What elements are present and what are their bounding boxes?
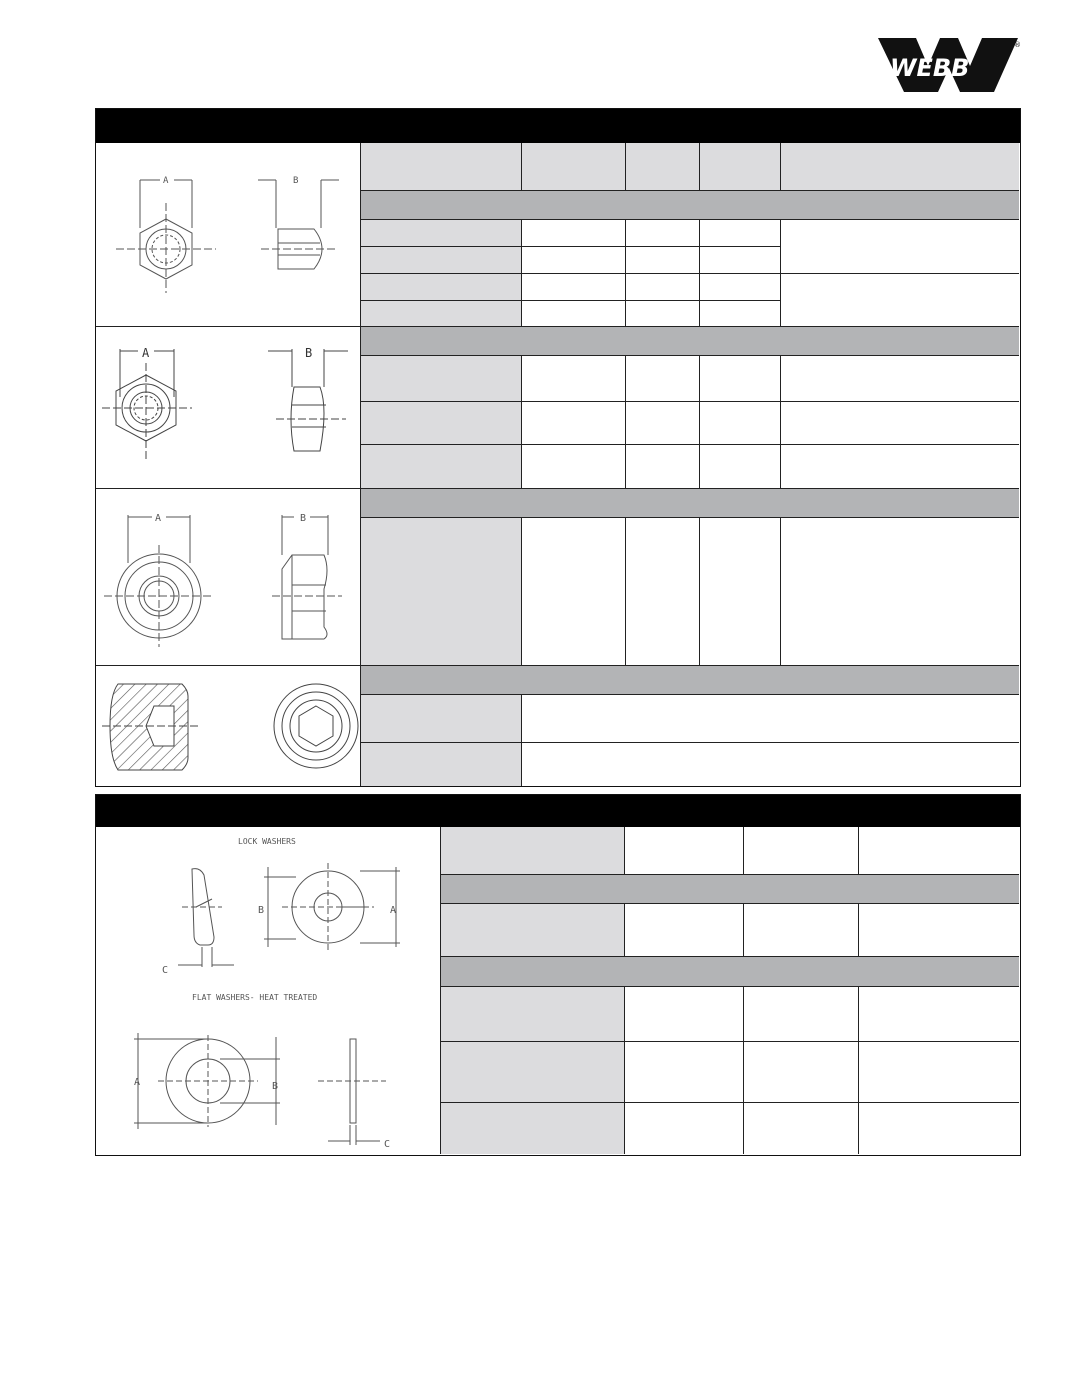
flange-nut-row-1-c3 (626, 518, 700, 666)
nuts-header-cell-4 (700, 143, 781, 191)
hex-nut-dim-a: A (142, 346, 150, 360)
lock-nut-row-3-c2 (522, 274, 626, 301)
flat-washers-row-2-c3 (744, 1042, 859, 1103)
hex-nut-row-3-c5 (781, 445, 1019, 489)
lock-nut-row-4-c2 (522, 301, 626, 327)
lock-washers-row-1-c2 (625, 904, 744, 957)
hex-nut-row-3-c4 (700, 445, 781, 489)
washers-section (95, 794, 1021, 1156)
flat-washer-dim-a: A (134, 1077, 141, 1088)
lock-washer-dim-c: C (162, 965, 169, 976)
hex-nut-row-1-c5 (781, 356, 1019, 402)
lock-nut-row-3-label (361, 274, 522, 301)
hex-nut-row-1-c4 (700, 356, 781, 402)
hex-nut-subheader (361, 327, 1019, 356)
lock-nut-row-2-label (361, 247, 522, 274)
flange-nut-dim-b: B (300, 513, 307, 524)
flat-washers-row-3-c3 (744, 1103, 859, 1154)
washers-header-c4 (859, 827, 1019, 875)
washers-drawing (96, 827, 441, 1154)
logo-text: WEBB (890, 54, 970, 82)
hex-nut-row-2-label (361, 402, 522, 445)
plug-subheader (361, 666, 1019, 695)
flat-washers-row-1-label (441, 987, 625, 1042)
flange-nut-row-1-c5 (781, 518, 1019, 666)
washers-header-c2 (625, 827, 744, 875)
hex-nut-row-1-c3 (626, 356, 700, 402)
hex-nut-row-1-c2 (522, 356, 626, 402)
hex-nut-row-3-label (361, 445, 522, 489)
lock-nut-dim-a: A (163, 176, 169, 186)
lock-nut-row-2-c3 (626, 247, 700, 274)
lock-nut-row-3-4-note (781, 274, 1019, 327)
lock-washers-subheader (441, 875, 1019, 904)
nuts-header-cell-5 (781, 143, 1019, 191)
hex-nut-row-2-c2 (522, 402, 626, 445)
washers-header-c3 (744, 827, 859, 875)
lock-nut-row-2-c4 (700, 247, 781, 274)
plug-row-2-value (522, 743, 1019, 786)
flange-nut-row-1-c2 (522, 518, 626, 666)
nuts-header-cell-1 (361, 143, 522, 191)
flange-nut-dim-a: A (155, 513, 162, 524)
nuts-header-cell-2 (522, 143, 626, 191)
flat-washers-row-2-c2 (625, 1042, 744, 1103)
flange-nut-subheader (361, 489, 1019, 518)
plug-row-2-label (361, 743, 522, 786)
hex-nut-row-3-c3 (626, 445, 700, 489)
webb-logo (876, 36, 1022, 94)
flat-washer-dim-b: B (272, 1081, 279, 1092)
flat-washers-row-1-c3 (744, 987, 859, 1042)
lock-nut-row-3-c3 (626, 274, 700, 301)
lock-washers-row-1-c4 (859, 904, 1019, 957)
lock-nut-drawing (96, 143, 361, 327)
registered-mark: ® (1014, 41, 1021, 49)
flat-washers-row-1-c4 (859, 987, 1019, 1042)
flat-washers-subheader (441, 957, 1019, 987)
plug-drawing (96, 666, 361, 786)
flat-washers-row-3-label (441, 1103, 625, 1154)
flat-washers-row-3-c2 (625, 1103, 744, 1154)
lock-washers-label: LOCK WASHERS (238, 837, 296, 846)
plug-row-1-value (522, 695, 1019, 743)
lock-washers-row-1-label (441, 904, 625, 957)
nuts-section (95, 108, 1021, 787)
hex-nut-row-1-label (361, 356, 522, 402)
lock-nut-row-4-label (361, 301, 522, 327)
flat-washers-row-3-c4 (859, 1103, 1019, 1154)
flat-washers-label: FLAT WASHERS- HEAT TREATED (192, 993, 318, 1002)
lock-washer-dim-b: B (258, 905, 265, 916)
lock-nut-row-1-c3 (626, 220, 700, 247)
lock-washer-dim-a: A (390, 905, 397, 916)
hex-nut-dim-b: B (305, 346, 313, 360)
lock-nut-row-3-c4 (700, 274, 781, 301)
washers-section-header (96, 795, 1020, 827)
hex-nut-row-2-c5 (781, 402, 1019, 445)
lock-nut-row-4-c3 (626, 301, 700, 327)
lock-nut-subheader (361, 191, 1019, 220)
hex-nut-drawing (96, 327, 361, 489)
flat-washers-row-2-c4 (859, 1042, 1019, 1103)
plug-row-1-label (361, 695, 522, 743)
lock-nut-row-4-c4 (700, 301, 781, 327)
hex-nut-row-3-c2 (522, 445, 626, 489)
flange-nut-row-1-c4 (700, 518, 781, 666)
lock-nut-dim-b: B (293, 176, 299, 186)
nuts-header-cell-3 (626, 143, 700, 191)
lock-nut-row-1-label (361, 220, 522, 247)
flange-nut-row-1-label (361, 518, 522, 666)
washers-header-label (441, 827, 625, 875)
flat-washer-dim-c: C (384, 1139, 391, 1150)
lock-nut-row-1-c4 (700, 220, 781, 247)
lock-nut-row-2-c2 (522, 247, 626, 274)
flat-washers-row-2-label (441, 1042, 625, 1103)
lock-nut-row-1-2-note (781, 220, 1019, 274)
flat-washers-row-1-c2 (625, 987, 744, 1042)
hex-nut-row-2-c3 (626, 402, 700, 445)
nuts-section-header (96, 109, 1020, 143)
lock-washers-row-1-c3 (744, 904, 859, 957)
lock-nut-row-1-c2 (522, 220, 626, 247)
hex-nut-row-2-c4 (700, 402, 781, 445)
flange-nut-drawing (96, 489, 361, 666)
